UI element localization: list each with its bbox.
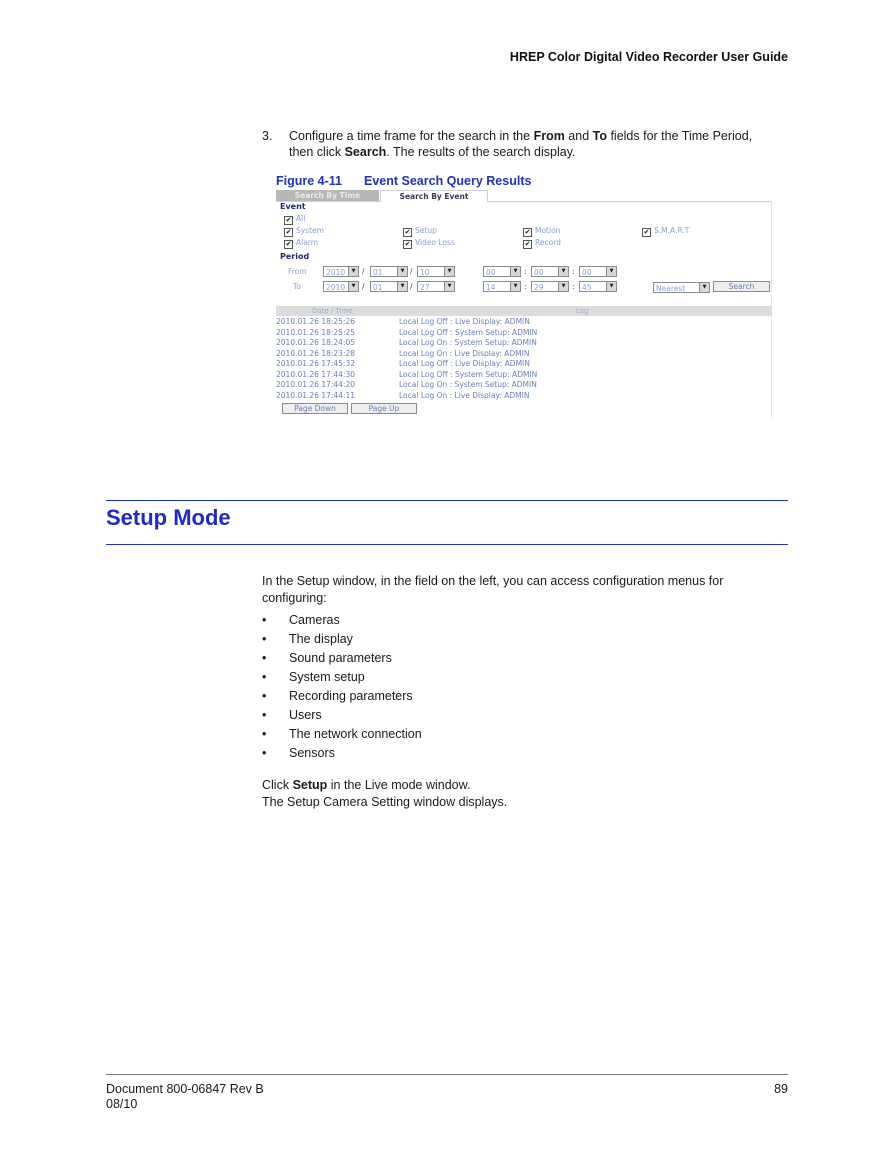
row-log: Local Log On : System Setup: ADMIN bbox=[399, 380, 537, 389]
date-separator: / bbox=[362, 267, 365, 276]
row-date-time: 2010.01.26 17:45:32 bbox=[276, 359, 356, 368]
from-month-value: 01 bbox=[373, 268, 383, 277]
results-header bbox=[276, 306, 772, 316]
checkbox-smart[interactable] bbox=[642, 226, 689, 237]
row-log: Local Log On : Live Display: ADMIN bbox=[399, 390, 530, 400]
nearest-select[interactable] bbox=[653, 282, 710, 293]
date-separator: / bbox=[362, 282, 365, 291]
checkbox-system-box[interactable]: ✔ bbox=[285, 228, 292, 236]
list-item-label: Sound parameters bbox=[289, 651, 392, 665]
closing-text-part: in the Live mode window. bbox=[327, 778, 471, 792]
tab-search-by-event[interactable]: Search By Event bbox=[380, 190, 488, 202]
checkbox-alarm[interactable] bbox=[284, 238, 318, 249]
checkbox-all-box[interactable]: ✔ bbox=[285, 216, 292, 224]
bullet-icon: • bbox=[262, 708, 267, 722]
checkbox-motion-label: Motion bbox=[535, 226, 561, 235]
from-second-select[interactable] bbox=[579, 266, 617, 277]
list-item-label: System setup bbox=[289, 670, 365, 684]
chevron-down-icon[interactable]: ▼ bbox=[558, 282, 568, 291]
to-day-value: 27 bbox=[420, 283, 430, 292]
checkbox-video-loss[interactable] bbox=[403, 238, 455, 249]
from-hour-select[interactable] bbox=[483, 266, 521, 277]
figure-caption bbox=[276, 174, 531, 188]
footer-rule bbox=[106, 1074, 788, 1075]
figure-number: Figure 4-11 bbox=[276, 174, 342, 188]
step-text-part: and bbox=[564, 129, 593, 143]
step-text bbox=[289, 128, 792, 160]
from-hour-value: 00 bbox=[486, 268, 496, 277]
row-log: Local Log On : Live Display: ADMIN bbox=[399, 348, 530, 358]
step-text-part: fields for the Time Period, bbox=[606, 129, 753, 143]
checkbox-motion[interactable] bbox=[523, 226, 560, 237]
from-year-select[interactable] bbox=[323, 266, 359, 277]
column-date-time: Date / Time bbox=[312, 307, 353, 315]
period-label: Period bbox=[280, 252, 310, 261]
to-day-select[interactable] bbox=[417, 281, 455, 292]
checkbox-record-box[interactable]: ✔ bbox=[524, 240, 531, 248]
step-number: 3. bbox=[262, 129, 273, 143]
row-log: Local Log Off : System Setup: ADMIN bbox=[399, 327, 538, 337]
list-item-label: The network connection bbox=[289, 727, 422, 741]
checkbox-video-loss-label: Video Loss bbox=[415, 238, 455, 247]
date-separator: / bbox=[410, 267, 413, 276]
figure-title: Event Search Query Results bbox=[364, 174, 532, 188]
from-minute-value: 00 bbox=[534, 268, 544, 277]
row-date-time: 2010.01.26 18:23:28 bbox=[276, 348, 356, 358]
to-hour-select[interactable] bbox=[483, 281, 521, 292]
checkbox-system[interactable] bbox=[284, 226, 324, 237]
to-second-select[interactable] bbox=[579, 281, 617, 292]
time-separator: : bbox=[572, 282, 575, 291]
row-log: Local Log On : System Setup: ADMIN bbox=[399, 338, 537, 347]
to-label: To bbox=[293, 282, 301, 291]
bullet-icon: • bbox=[262, 651, 267, 665]
checkbox-alarm-box[interactable]: ✔ bbox=[285, 240, 292, 248]
closing-line-2: The Setup Camera Setting window displays. bbox=[262, 794, 508, 809]
to-month-value: 01 bbox=[373, 283, 383, 292]
row-date-time: 2010.01.26 18:24:05 bbox=[276, 338, 356, 347]
checkbox-smart-box[interactable]: ✔ bbox=[643, 228, 650, 236]
list-item-label: Sensors bbox=[289, 746, 335, 760]
chevron-down-icon[interactable]: ▼ bbox=[444, 282, 454, 291]
checkbox-all[interactable] bbox=[284, 214, 305, 225]
checkbox-record-label: Record bbox=[535, 238, 561, 247]
from-year-value: 2010 bbox=[326, 268, 346, 277]
table-row bbox=[276, 338, 772, 349]
chevron-down-icon[interactable]: ▼ bbox=[397, 282, 407, 291]
to-second-value: 45 bbox=[582, 283, 592, 292]
chevron-down-icon[interactable]: ▼ bbox=[510, 267, 520, 276]
chevron-down-icon[interactable]: ▼ bbox=[348, 282, 358, 291]
page-up-button[interactable]: Page Up bbox=[351, 403, 417, 414]
list-item-label: Users bbox=[289, 708, 322, 722]
from-day-select[interactable] bbox=[417, 266, 455, 277]
page-down-button[interactable]: Page Down bbox=[282, 403, 348, 414]
section-rule-top bbox=[106, 500, 788, 501]
date-separator: / bbox=[410, 282, 413, 291]
to-minute-value: 29 bbox=[534, 283, 544, 292]
checkbox-all-label: All bbox=[296, 214, 306, 223]
row-date-time: 2010.01.26 17:44:20 bbox=[276, 380, 356, 389]
table-row bbox=[276, 370, 772, 381]
chevron-down-icon[interactable]: ▼ bbox=[606, 267, 616, 276]
table-row bbox=[276, 391, 772, 402]
intro-paragraph: In the Setup window, in the field on the left, you can access configuration menus for configuring: bbox=[262, 574, 724, 605]
bullet-icon: • bbox=[262, 727, 267, 741]
table-row bbox=[276, 349, 772, 360]
nearest-value: Nearest bbox=[656, 284, 686, 293]
checkbox-setup-box[interactable]: ✔ bbox=[404, 228, 411, 236]
list-item-label: Cameras bbox=[289, 613, 340, 627]
checkbox-setup-label: Setup bbox=[415, 226, 437, 235]
to-year-value: 2010 bbox=[326, 283, 346, 292]
checkbox-setup[interactable] bbox=[403, 226, 437, 237]
row-date-time: 2010.01.26 17:44:30 bbox=[276, 369, 356, 379]
chevron-down-icon[interactable]: ▼ bbox=[444, 267, 454, 276]
section-title: Setup Mode bbox=[106, 505, 231, 530]
table-row bbox=[276, 380, 772, 391]
column-log: Log bbox=[576, 307, 589, 315]
bullet-icon: • bbox=[262, 689, 267, 703]
section-rule-bottom bbox=[106, 544, 788, 545]
chevron-down-icon[interactable]: ▼ bbox=[397, 267, 407, 276]
to-minute-select[interactable] bbox=[531, 281, 569, 292]
table-row bbox=[276, 328, 772, 339]
step-bold-from: From bbox=[533, 129, 565, 143]
footer-document-info bbox=[106, 1082, 264, 1112]
step-3 bbox=[262, 128, 792, 160]
time-separator: : bbox=[524, 267, 527, 276]
step-bold-to: To bbox=[592, 129, 607, 143]
to-year-select[interactable] bbox=[323, 281, 359, 292]
bullet-icon: • bbox=[262, 632, 267, 646]
step-text-part: . The results of the search display. bbox=[386, 145, 576, 159]
page-number: 89 bbox=[774, 1082, 788, 1096]
time-separator: : bbox=[572, 267, 575, 276]
closing-bold-setup: Setup bbox=[292, 778, 328, 792]
chevron-down-icon[interactable]: ▼ bbox=[558, 267, 568, 276]
document-number: Document 800-06847 Rev B bbox=[106, 1082, 264, 1096]
row-date-time: 2010.01.26 17:44:11 bbox=[276, 390, 356, 400]
tab-search-by-time[interactable]: Search By Time bbox=[276, 190, 379, 201]
row-log: Local Log Off : System Setup: ADMIN bbox=[399, 369, 538, 379]
to-hour-value: 14 bbox=[486, 283, 496, 292]
list-item-label: The display bbox=[289, 632, 353, 646]
chevron-down-icon[interactable]: ▼ bbox=[606, 282, 616, 291]
step-bold-search: Search bbox=[344, 145, 387, 159]
row-date-time: 2010.01.26 18:25:26 bbox=[276, 317, 356, 326]
list-item-label: Recording parameters bbox=[289, 689, 413, 703]
closing-text-part: Click bbox=[262, 778, 293, 792]
closing-paragraph bbox=[262, 777, 507, 810]
chevron-down-icon[interactable]: ▼ bbox=[699, 283, 709, 292]
chevron-down-icon[interactable]: ▼ bbox=[510, 282, 520, 291]
row-date-time: 2010.01.26 18:25:25 bbox=[276, 327, 356, 337]
checkbox-system-label: System bbox=[296, 226, 324, 235]
from-month-select[interactable] bbox=[370, 266, 408, 277]
search-button[interactable]: Search bbox=[713, 281, 770, 292]
table-row bbox=[276, 317, 772, 328]
bullet-icon: • bbox=[262, 746, 267, 760]
checkbox-video-loss-box[interactable]: ✔ bbox=[404, 240, 411, 248]
bullet-icon: • bbox=[262, 670, 267, 684]
from-label: From bbox=[288, 267, 307, 276]
checkbox-motion-box[interactable]: ✔ bbox=[524, 228, 531, 236]
from-day-value: 10 bbox=[420, 268, 430, 277]
bullet-icon: • bbox=[262, 613, 267, 627]
search-tabs bbox=[276, 190, 772, 202]
event-label: Event bbox=[280, 202, 306, 211]
row-log: Local Log Off : Live Display: ADMIN bbox=[399, 317, 530, 326]
row-log: Local Log Off : Live Display: ADMIN bbox=[399, 359, 530, 368]
from-minute-select[interactable] bbox=[531, 266, 569, 277]
event-search-screenshot bbox=[276, 190, 772, 418]
from-second-value: 00 bbox=[582, 268, 592, 277]
chevron-down-icon[interactable]: ▼ bbox=[348, 267, 358, 276]
step-text-part: Configure a time frame for the search in the bbox=[289, 129, 534, 143]
table-row bbox=[276, 359, 772, 370]
running-header: HREP Color Digital Video Recorder User Guide bbox=[509, 50, 788, 64]
step-text-part: then click bbox=[289, 145, 345, 159]
checkbox-record[interactable] bbox=[523, 238, 561, 249]
checkbox-alarm-label: Alarm bbox=[296, 238, 319, 247]
document-date: 08/10 bbox=[106, 1097, 138, 1111]
time-separator: : bbox=[524, 282, 527, 291]
checkbox-smart-label: S.M.A.R.T bbox=[654, 226, 690, 235]
to-month-select[interactable] bbox=[370, 281, 408, 292]
